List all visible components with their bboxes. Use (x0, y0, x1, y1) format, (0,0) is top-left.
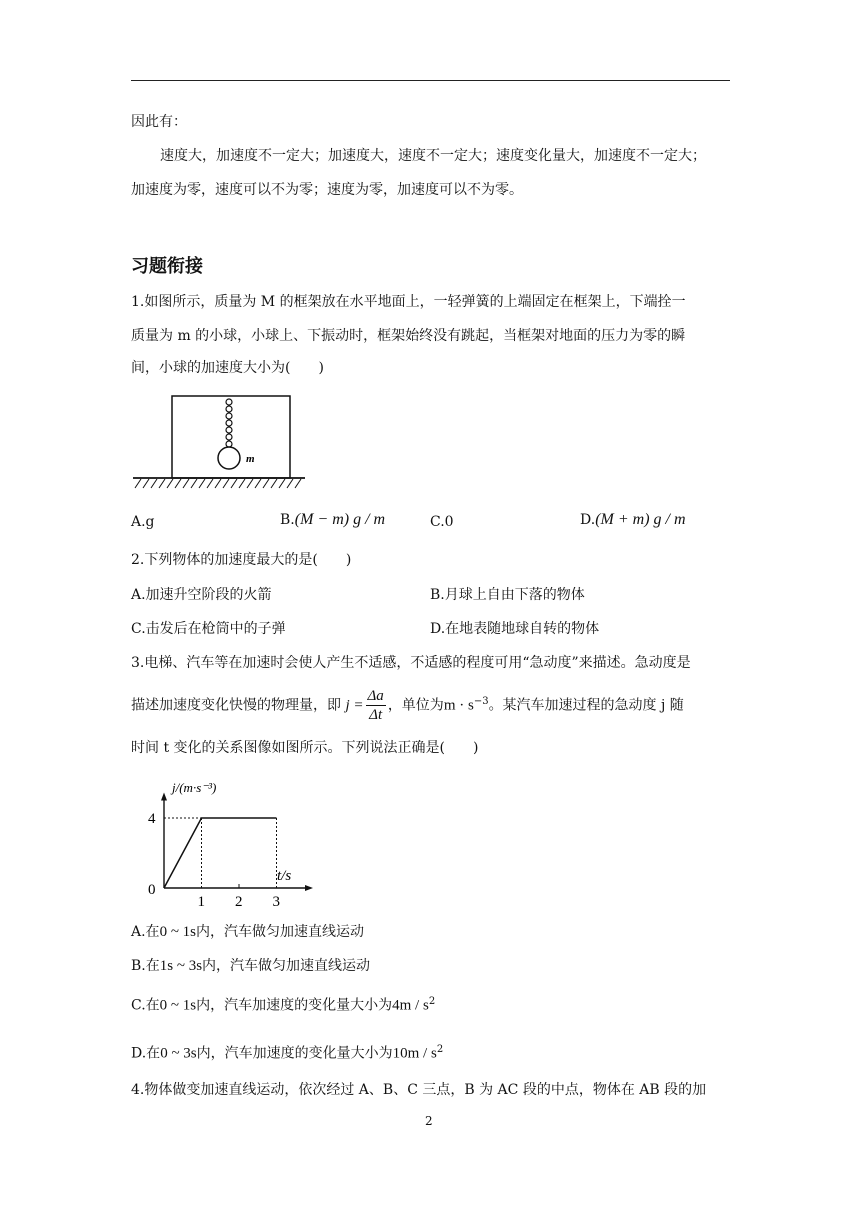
q1-option-b[interactable] (280, 510, 385, 530)
q3-formula-numerator: Δa (367, 688, 384, 705)
q2-stem: 2.下列物体的加速度最大的是( ) (131, 552, 352, 568)
q1-option-b-prefix: B. (280, 512, 295, 528)
q3-option-c-math: 0 ~ 1s (159, 997, 197, 1014)
q3-stem-line2-a: 描述加速度变化快慢的物理量，即 (131, 697, 341, 714)
q3-stem-line1: 3.电梯、汽车等在加速时会使人产生不适感，不适感的程度可用“急动度”来描述。急动度是 (131, 655, 691, 671)
q3-option-d-exponent: 2 (436, 1044, 444, 1055)
x-tick-label-1: 1 (197, 894, 205, 910)
q3-option-b-prefix: B.在 (131, 958, 160, 974)
q3-formula-lhs: j = (345, 697, 364, 714)
q3-option-c-value: 4m / s (392, 997, 429, 1014)
q3-formula-denominator: Δt (369, 707, 383, 724)
x-axis-arrow (305, 885, 313, 891)
q3-stem-line2-b: ，单位为 (387, 697, 444, 714)
page-number: 2 (425, 1114, 433, 1128)
q3-option-d-mid: 内，汽车加速度的变化量大小为 (196, 1045, 393, 1062)
q1-option-b-math: (M − m) g / m (294, 511, 386, 528)
q3-stem-line3: 时间 t 变化的关系图像如图所示。下列说法正确是( ) (131, 740, 479, 756)
q2-option-d[interactable]: D.在地表随地球自转的物体 (430, 621, 600, 637)
q3-jerk-time-chart (140, 770, 340, 910)
y-tick-label-4: 4 (148, 811, 156, 827)
header-rule (131, 80, 730, 81)
q3-option-c-exponent: 2 (428, 996, 436, 1007)
q3-unit-exponent: −3 (473, 696, 489, 707)
y-axis-arrow (161, 793, 167, 801)
q3-unit: m · s (443, 697, 474, 714)
q3-option-d-value: 10m / s (392, 1045, 437, 1062)
q3-option-c-prefix: C.在 (131, 997, 160, 1014)
q1-option-d-prefix: D. (580, 512, 596, 528)
q3-option-a-prefix: A.在 (131, 924, 160, 940)
q1-frame-spring-figure (129, 388, 309, 492)
x-tick-label-3: 3 (272, 894, 280, 910)
series-line (164, 818, 277, 888)
q4-stem-line1: 4.物体做变加速直线运动，依次经过 A、B、C 三点，B 为 AC 段的中点，物体在 AB 段的加 (131, 1082, 707, 1098)
q3-option-a-suffix: 内，汽车做匀加速直线运动 (196, 924, 365, 940)
q2-option-c[interactable]: C.击发后在枪筒中的子弹 (131, 621, 286, 637)
intro-summary-line2: 加速度为零，速度可以不为零；速度为零，加速度可以不为零。 (131, 182, 523, 198)
q1-stem-line3: 间，小球的加速度大小为( ) (131, 360, 324, 376)
q3-option-b-math: 1s ~ 3s (159, 958, 203, 974)
q3-option-c[interactable] (131, 992, 435, 1016)
q3-stem-line2 (131, 684, 684, 724)
q1-option-d-math: (M + m) g / m (595, 511, 686, 528)
origin-label: 0 (148, 882, 156, 898)
spring (226, 399, 232, 447)
x-tick-label-2: 2 (235, 894, 243, 910)
q3-stem-line2-c: 。某汽车加速过程的急动度 j 随 (488, 697, 684, 714)
section-title: 习题衔接 (131, 256, 203, 277)
q2-option-a[interactable]: A.加速升空阶段的火箭 (131, 587, 272, 603)
q2-option-b[interactable]: B.月球上自由下落的物体 (430, 587, 585, 603)
q1-option-a[interactable]: A.g (131, 514, 155, 530)
q3-formula-fraction (366, 687, 386, 724)
ball-label: m (246, 453, 255, 465)
q3-option-d[interactable] (131, 1040, 443, 1064)
q3-option-d-prefix: D.在 (131, 1045, 161, 1062)
q1-stem-line1: 1.如图所示，质量为 M 的框架放在水平地面上，一轻弹簧的上端固定在框架上，下端拴一 (131, 294, 686, 310)
q3-option-b-suffix: 内，汽车做匀加速直线运动 (202, 958, 371, 974)
q3-option-d-math: 0 ~ 3s (160, 1045, 197, 1062)
y-axis-label: j/(m·s⁻³) (172, 780, 217, 795)
q1-option-c[interactable]: C.0 (430, 514, 454, 530)
ground-hatch (135, 479, 301, 488)
intro-lead: 因此有： (131, 114, 187, 130)
x-axis-label: t/s (277, 868, 292, 884)
q3-option-a-math: 0 ~ 1s (159, 924, 197, 940)
q1-option-d[interactable] (580, 510, 686, 530)
intro-summary-line1: 速度大，加速度不一定大；加速度大，速度不一定大；速度变化量大，加速度不一定大； (160, 148, 706, 164)
q3-option-b[interactable] (131, 956, 370, 976)
ball (218, 447, 240, 469)
q1-stem-line2: 质量为 m 的小球，小球上、下振动时，框架始终没有跳起，当框架对地面的压力为零的瞬 (131, 328, 686, 344)
q3-option-a[interactable] (131, 922, 364, 942)
q3-option-c-mid: 内，汽车加速度的变化量大小为 (196, 997, 393, 1014)
